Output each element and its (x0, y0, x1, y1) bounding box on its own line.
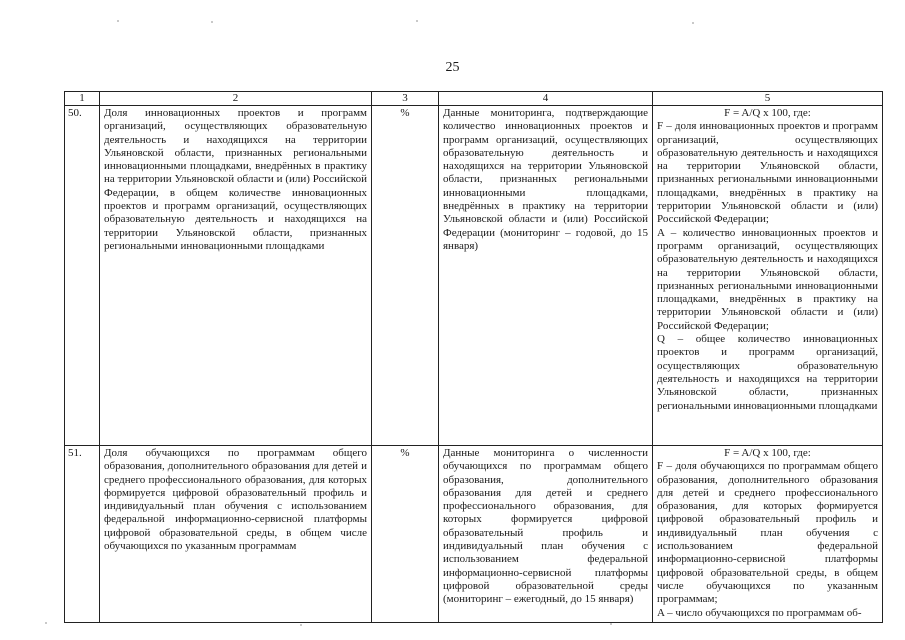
table-row (65, 446, 883, 623)
row-number: 50. (65, 106, 100, 446)
scan-speck (45, 622, 47, 624)
definition-a: A – число обучающихся по программам об- (657, 606, 862, 619)
scan-speck (692, 22, 694, 24)
definition-a: A – количество инновационных проектов и программ организаций, осуществляющих образовательную деятельность и находящихся на территории Ульяновской области, признанных региональными инновационными площадками, внедрённых в практику на территории Ульяновской области и (или) Российской Федерации; (657, 226, 878, 332)
data-source: Данные мониторинга о численности обучающихся по программам общего образования, дополнительного образования для детей и среднего профессионального образования, для которых формируется цифровой образовательный профиль и индивидуальный план обучения с использованием федеральной информационно-сервисной платформы цифровой образовательной среды (мониторинг – ежегодный, до 15 января) (439, 446, 653, 623)
calculation-method (653, 446, 883, 623)
header-col-4: 4 (439, 92, 653, 106)
calculation-method (653, 106, 883, 446)
definition-f: F – доля обучающихся по программам общего образования, дополнительного образования для детей и среднего профессионального образования, для которых формируется цифровой образовательный профиль и индивидуальный план обучения с использованием федеральной информационно-сервисной платформы цифровой образовательной среды, в общем числе обучающихся по указанным программам; (657, 460, 878, 606)
indicator-name: Доля инновационных проектов и программ организаций, осуществляющих образовательную деятельность и находящихся на территории Ульяновской области, признанных региональными инновационными площадками, внедрённых в практику на территории Ульяновской области и (или) Российской Федерации, в общем количестве инновационных проектов и программ организаций, осуществляющих образовательную деятельность и находящихся на территории Ульяновской области, признанных региональными инновационными площадками (100, 106, 372, 446)
scan-speck (211, 21, 213, 23)
table-row (65, 106, 883, 446)
data-source: Данные мониторинга, подтверждающие количество инновационных проектов и программ организаций, осуществляющих образовательную деятельность и находящихся на территории Ульяновской области, признанных региональными инновационными площадками, внедрённых в практику на территории Ульяновской области и (или) Российской Федерации (мониторинг – годовой, до 15 января) (439, 106, 653, 446)
header-col-3: 3 (372, 92, 439, 106)
formula: F = A/Q x 100, где: (724, 447, 811, 459)
scan-speck (300, 624, 302, 626)
formula: F = A/Q x 100, где: (724, 107, 811, 119)
unit: % (372, 446, 439, 623)
scan-speck (416, 20, 418, 22)
definition-f: F – доля инновационных проектов и программ организаций, осуществляющих образовательную деятельность и находящихся на территории Ульяновской области, признанных региональными инновационными площадками, внедрённых в практику на территории Ульяновской области и (или) Российской Федерации; (657, 120, 878, 226)
header-col-1: 1 (65, 92, 100, 106)
unit: % (372, 106, 439, 446)
row-number: 51. (65, 446, 100, 623)
header-col-5: 5 (653, 92, 883, 106)
definition-q: Q – общее количество инновационных проектов и программ организаций, осуществляющих образовательную деятельность и находящихся на территории Ульяновской области, признанных региональными инновационными площадками (657, 333, 878, 412)
header-row (65, 92, 883, 106)
scan-speck (610, 623, 612, 625)
scan-speck (117, 20, 119, 22)
indicator-name: Доля обучающихся по программам общего образования, дополнительного образования для детей и среднего профессионального образования, для которых формируется цифровой образовательный профиль и индивидуальный план обучения с использованием федеральной информационно-сервисной платформы цифровой образовательной среды, в общем числе обучающихся по указанным программам (100, 446, 372, 623)
page-number: 25 (445, 60, 460, 75)
header-col-2: 2 (100, 92, 372, 106)
indicators-table (64, 91, 883, 623)
